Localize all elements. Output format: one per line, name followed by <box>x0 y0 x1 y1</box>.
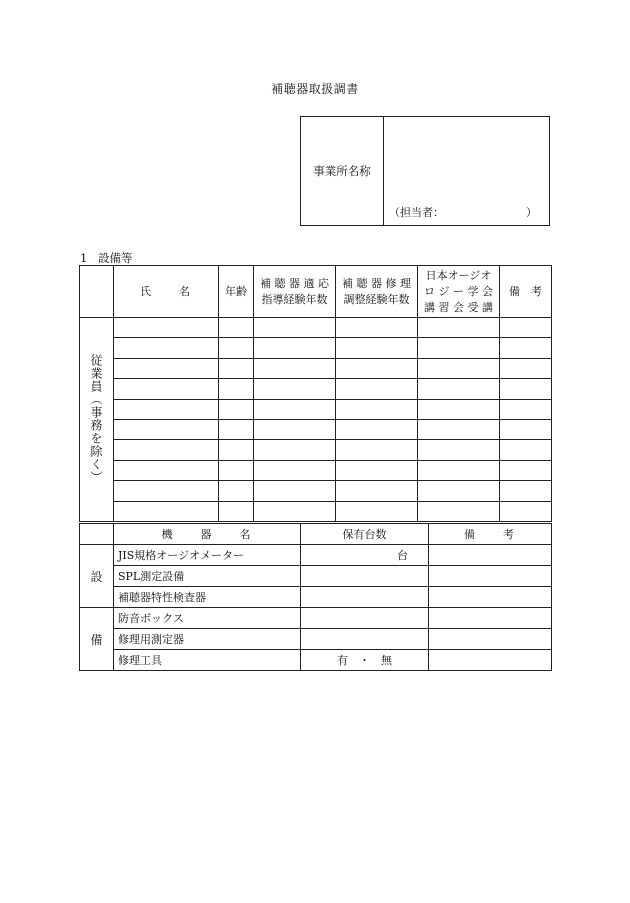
staff-age-cell[interactable] <box>219 481 254 501</box>
staff-repair-cell[interactable] <box>336 379 418 399</box>
staff-age-cell[interactable] <box>219 379 254 399</box>
staff-remarks-cell[interactable] <box>500 440 552 460</box>
equipment-remarks[interactable] <box>429 650 552 671</box>
staff-audiology-cell[interactable] <box>418 399 500 419</box>
staff-fitting-cell[interactable] <box>254 399 336 419</box>
staff-repair-cell[interactable] <box>336 481 418 501</box>
staff-age-cell[interactable] <box>219 419 254 439</box>
table-row <box>80 650 552 671</box>
staff-repair-cell[interactable] <box>336 419 418 439</box>
staff-age-cell[interactable] <box>219 460 254 480</box>
table-row <box>80 379 552 399</box>
staff-audiology-cell[interactable] <box>418 379 500 399</box>
section-label: 設備等 <box>98 251 133 265</box>
office-name-box <box>300 116 550 226</box>
equipment-name: SPL測定設備 <box>114 566 301 587</box>
staff-age-cell[interactable] <box>219 338 254 358</box>
person-in-charge-label: （担当者： <box>389 206 444 219</box>
equipment-remarks[interactable] <box>429 587 552 608</box>
staff-name-cell[interactable] <box>114 338 219 358</box>
staff-audiology-cell[interactable] <box>418 501 500 521</box>
staff-header-fitting-line1: 補 聴 器 適 応 <box>260 276 329 290</box>
section-heading <box>80 250 133 266</box>
equipment-count[interactable]: 有 ・ 無 <box>301 650 429 671</box>
equipment-count[interactable]: 台 <box>301 545 429 566</box>
equipment-remarks[interactable] <box>429 566 552 587</box>
staff-remarks-cell[interactable] <box>500 399 552 419</box>
equipment-side-label-top: 設 <box>80 545 114 608</box>
staff-fitting-cell[interactable] <box>254 419 336 439</box>
staff-repair-cell[interactable] <box>336 440 418 460</box>
staff-name-cell[interactable] <box>114 440 219 460</box>
staff-header-repair <box>336 266 418 318</box>
equipment-header-count: 保有台数 <box>301 524 429 545</box>
staff-name-cell[interactable] <box>114 379 219 399</box>
equipment-name: JIS規格オージオメーター <box>114 545 301 566</box>
staff-header-fitting-line2: 指導経験年数 <box>261 292 328 306</box>
staff-header-audiology <box>418 266 500 318</box>
equipment-remarks[interactable] <box>429 608 552 629</box>
staff-audiology-cell[interactable] <box>418 318 500 338</box>
equipment-header-row <box>80 524 552 545</box>
staff-header-repair-line1: 補 聴 器 修 理 <box>342 276 411 290</box>
office-name-label: 事業所名称 <box>301 117 384 225</box>
staff-header-audiology-line2: ロ ジ ー 学 会 <box>424 284 493 298</box>
equipment-count[interactable] <box>301 587 429 608</box>
staff-age-cell[interactable] <box>219 318 254 338</box>
staff-repair-cell[interactable] <box>336 338 418 358</box>
staff-table <box>79 265 552 522</box>
staff-name-cell[interactable] <box>114 318 219 338</box>
staff-remarks-cell[interactable] <box>500 358 552 378</box>
table-row <box>80 608 552 629</box>
staff-audiology-cell[interactable] <box>418 481 500 501</box>
staff-header-repair-line2: 調整経験年数 <box>343 292 410 306</box>
table-row <box>80 566 552 587</box>
equipment-count[interactable] <box>301 566 429 587</box>
table-row <box>80 629 552 650</box>
section-number: 1 <box>80 251 88 265</box>
staff-name-cell[interactable] <box>114 501 219 521</box>
table-row <box>80 460 552 480</box>
staff-fitting-cell[interactable] <box>254 481 336 501</box>
staff-age-cell[interactable] <box>219 399 254 419</box>
table-row <box>80 338 552 358</box>
staff-remarks-cell[interactable] <box>500 481 552 501</box>
staff-header-audiology-line3: 講 習 会 受 講 <box>424 300 493 314</box>
table-row <box>80 440 552 460</box>
staff-header-corner <box>80 266 114 318</box>
staff-fitting-cell[interactable] <box>254 460 336 480</box>
staff-side-label-cell <box>80 318 114 522</box>
staff-fitting-cell[interactable] <box>254 501 336 521</box>
staff-audiology-cell[interactable] <box>418 358 500 378</box>
staff-age-cell[interactable] <box>219 358 254 378</box>
staff-repair-cell[interactable] <box>336 399 418 419</box>
table-row <box>80 501 552 521</box>
equipment-header-corner <box>80 524 114 545</box>
staff-name-cell[interactable] <box>114 481 219 501</box>
staff-audiology-cell[interactable] <box>418 338 500 358</box>
table-row <box>80 399 552 419</box>
staff-remarks-cell[interactable] <box>500 501 552 521</box>
equipment-name: 修理用測定器 <box>114 629 301 650</box>
table-row <box>80 358 552 378</box>
staff-header-remarks: 備 考 <box>500 266 552 318</box>
equipment-header-name: 機 器 名 <box>114 524 301 545</box>
staff-fitting-cell[interactable] <box>254 338 336 358</box>
staff-remarks-cell[interactable] <box>500 379 552 399</box>
staff-fitting-cell[interactable] <box>254 379 336 399</box>
table-row <box>80 419 552 439</box>
staff-audiology-cell[interactable] <box>418 419 500 439</box>
staff-fitting-cell[interactable] <box>254 358 336 378</box>
staff-fitting-cell[interactable] <box>254 318 336 338</box>
table-row <box>80 545 552 566</box>
table-row <box>80 481 552 501</box>
equipment-remarks[interactable] <box>429 629 552 650</box>
staff-name-cell[interactable] <box>114 419 219 439</box>
staff-name-cell[interactable] <box>114 399 219 419</box>
staff-remarks-cell[interactable] <box>500 318 552 338</box>
equipment-count[interactable] <box>301 629 429 650</box>
equipment-table <box>79 523 552 671</box>
staff-age-cell[interactable] <box>219 440 254 460</box>
staff-age-cell[interactable] <box>219 501 254 521</box>
staff-audiology-cell[interactable] <box>418 460 500 480</box>
person-in-charge-close: ） <box>526 206 537 219</box>
staff-remarks-cell[interactable] <box>500 419 552 439</box>
staff-header-fitting <box>254 266 336 318</box>
document-title: 補聴器取扱調書 <box>271 82 359 96</box>
staff-repair-cell[interactable] <box>336 318 418 338</box>
equipment-remarks[interactable] <box>429 545 552 566</box>
staff-header-name: 氏 名 <box>114 266 219 318</box>
staff-name-cell[interactable] <box>114 460 219 480</box>
equipment-name: 修理工具 <box>114 650 301 671</box>
staff-fitting-cell[interactable] <box>254 440 336 460</box>
equipment-header-remarks: 備 考 <box>429 524 552 545</box>
staff-header-audiology-line1: 日本オージオ <box>425 268 492 282</box>
equipment-count[interactable] <box>301 608 429 629</box>
staff-side-label: 従業員（事務を除く） <box>89 354 103 485</box>
table-row <box>80 318 552 338</box>
equipment-name: 防音ボックス <box>114 608 301 629</box>
staff-remarks-cell[interactable] <box>500 338 552 358</box>
table-row <box>80 587 552 608</box>
staff-remarks-cell[interactable] <box>500 460 552 480</box>
equipment-side-label-bottom: 備 <box>80 608 114 671</box>
staff-name-cell[interactable] <box>114 358 219 378</box>
staff-audiology-cell[interactable] <box>418 440 500 460</box>
staff-header-age: 年齢 <box>219 266 254 318</box>
staff-repair-cell[interactable] <box>336 460 418 480</box>
staff-repair-cell[interactable] <box>336 501 418 521</box>
staff-repair-cell[interactable] <box>336 358 418 378</box>
staff-header-row <box>80 266 552 318</box>
equipment-name: 補聴器特性検査器 <box>114 587 301 608</box>
